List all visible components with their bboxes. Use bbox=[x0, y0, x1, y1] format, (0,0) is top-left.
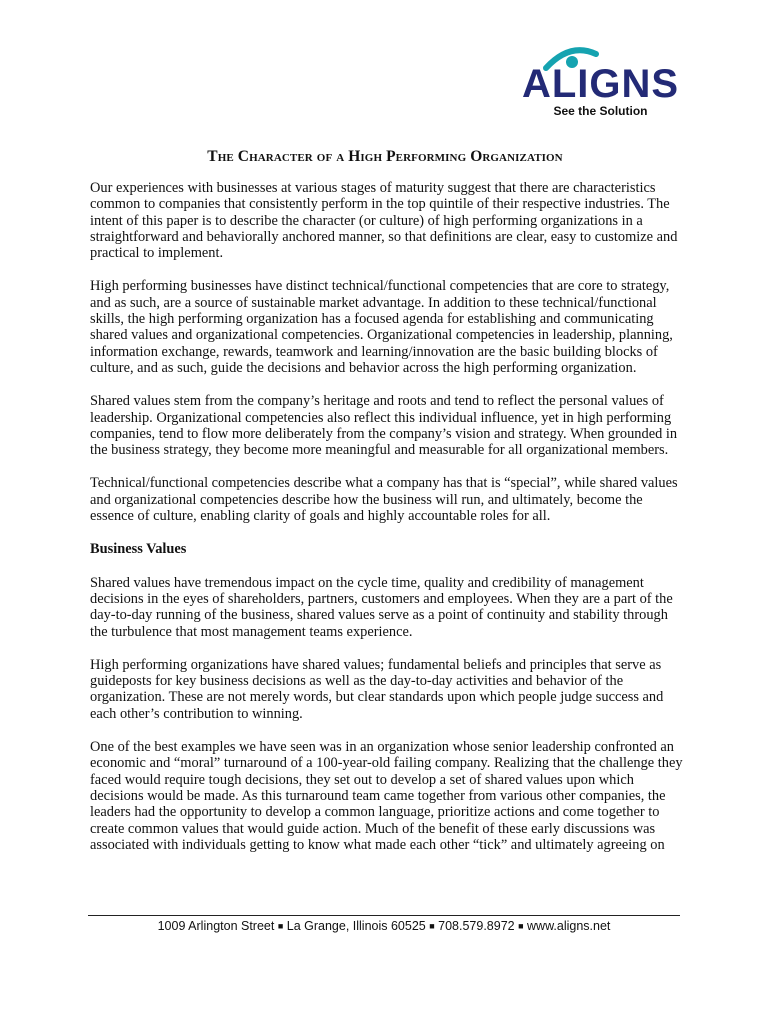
document-body bbox=[90, 180, 683, 870]
paragraph: High performing businesses have distinct technical/functional competencies that are core to strategy, and as such, are a source of sustainable market advantage. In addition to these technical/functional skills, the high performing organization has a focused agenda for establishing and communicating shared values and organizational competencies. Organizational competencies in leadership, planning, information exchange, rewards, teamwork and learning/innovation are the basic building blocks of culture, and as such, guide the decisions and behavior across the high performing organization. bbox=[90, 278, 673, 376]
paragraph: Shared values stem from the company’s heritage and roots and tend to reflect the personal values of leadership. Organizational competencies also reflect this individual influence, yet in high performing companies, tend to flow more deliberately from the company’s vision and strategy. When grounded in the business strategy, they become more meaningful and measurable for all organizational members. bbox=[90, 393, 678, 459]
separator-icon: ■ bbox=[277, 921, 284, 931]
footer-divider bbox=[88, 915, 680, 916]
footer-website[interactable]: www.aligns.net bbox=[527, 919, 611, 933]
aligns-logo bbox=[518, 40, 683, 120]
paragraph: One of the best examples we have seen was in an organization whose senior leadership confronted an economic and “moral” turnaround of a 100-year-old failing company. Realizing that the challenge they faced would require tough decisions, they set out to develop a set of shared values upon which decisions would be made. As this turnaround team came together from various other companies, the leaders had the opportunity to develop a common language, prioritize actions and come together to create common values that would guide action. Much of the benefit of these early discussions was associated with individuals getting to know what made each other “tick” and ultimately agreeing on bbox=[90, 739, 683, 853]
paragraph: High performing organizations have shared values; fundamental beliefs and principles that serve as guideposts for key business decisions as well as the day-to-day activities and behavior of the organization. These are not merely words, but clear standards upon which people judge success and each other’s contribution to winning. bbox=[90, 656, 664, 722]
separator-icon: ■ bbox=[429, 921, 435, 931]
footer-phone: 708.579.8972 bbox=[438, 919, 515, 933]
footer-city: La Grange, Illinois 60525 bbox=[286, 919, 426, 933]
paragraph: Shared values have tremendous impact on the cycle time, quality and credibility of management decisions in the eyes of shareholders, partners, customers and employees. When they are a part of the day-to-day running of the business, shared values serve as a point of continuity and stability through the turbulence that most management teams experience. bbox=[90, 574, 673, 640]
document-title: The Character of a High Performing Organization bbox=[207, 148, 563, 165]
section-heading: Business Values bbox=[90, 541, 187, 558]
footer bbox=[88, 919, 680, 934]
logo-wordmark: ALIGNS bbox=[521, 62, 680, 106]
paragraph: Our experiences with businesses at various stages of maturity suggest that there are characteristics common to companies that consistently perform in the top quintile of their respective industries. The intent of this paper is to describe the character (or culture) of high performing organizations in a straightforward and behaviorally anchored manner, so that definitions are clear, easy to customize and practical to implement. bbox=[90, 180, 678, 262]
logo-tagline: See the Solution bbox=[553, 104, 648, 118]
paragraph: Technical/functional competencies describe what a company has that is “special”, while shared values and organizational competencies describe how the business will run, and ultimately, become the essence of culture, enabling clarity of goals and highly accountable roles for all. bbox=[90, 475, 678, 525]
footer-address: 1009 Arlington Street bbox=[157, 919, 275, 933]
separator-icon: ■ bbox=[518, 921, 524, 931]
